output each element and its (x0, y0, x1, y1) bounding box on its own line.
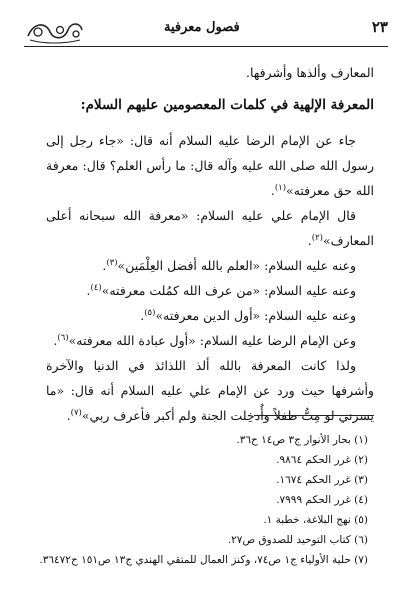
quote-5: وعنه عليه السلام: «أول الدين معرفته» (155, 308, 356, 323)
footnote-ref-1: (١) (274, 182, 287, 193)
decorative-ornament-icon (24, 16, 86, 44)
intro-line: المعارف وألذها وأشرفها. (246, 65, 374, 80)
paragraph-7-line-1: ولذا كانت المعرفة بالله ألذ اللذائذ في الدنيا والآخرة وأشرفها حيث (46, 358, 374, 398)
footnote-7: (٧) حلية الأولياء ج١ ص٧٤، وكنز العمال للمتقي الهندي ج١٣ ص١٥١ ح٣٦٤٧٢. (39, 554, 368, 566)
page-header (24, 16, 388, 47)
footnotes (40, 430, 368, 570)
footnote-1: (١) بحار الأنوار ج٣ ص١٤ ح٣٦. (236, 434, 368, 446)
footnote-3: (٣) غرر الحكم ١٦٧٤. (276, 474, 368, 486)
footnote-5: (٥) نهج البلاغة، خطبة ١. (263, 514, 368, 526)
paragraph-2: قال الإمام علي عليه السلام: «معرفة الله سبحانه أعلى المعارف»$^{(٢)}$. (46, 208, 374, 248)
section-heading: المعرفة الإلهية في كلمات المعصومين عليهم السلام: (80, 97, 374, 113)
paragraph-3: وعنه عليه السلام: «العلم بالله أفضل العِلْمَين»$^{(٣)}$. (102, 257, 356, 273)
quote-2: قال الإمام علي عليه السلام: «معرفة الله سبحانه أعلى المعارف» (46, 208, 374, 248)
footnote-2: (٢) غرر الحكم ٩٨٦٤. (276, 454, 368, 466)
footnote-ref-6: (٦) (57, 332, 69, 343)
paragraph-7: ولذا كانت المعرفة بالله ألذ اللذائذ في الدنيا والآخرة وأشرفها حيث ورد عن الإمام علي عليه السلام أنه قال: «ما يسرني لو مِتُّ طفلاً وأُدخِلت الجنة ولم أكبر فأعرف ربي»$^{(٧)}$. (46, 358, 374, 423)
footnote-ref-3: (٣) (106, 257, 118, 268)
footnote-4: (٤) غرر الحكم ٧٩٩٩. (276, 494, 368, 506)
quote-3: وعنه عليه السلام: «العلم بالله أفضل العِلْمَين» (117, 258, 356, 273)
footnote-ref-4: (٤) (90, 282, 102, 293)
paragraph-5: وعنه عليه السلام: «أول الدين معرفته»$^{(٥)}$. (140, 307, 356, 323)
footnote-ref-2: (٢) (311, 232, 323, 243)
paragraph-1: جاء عن الإمام الرضا عليه السلام أنه قال: «جاء رجل إلى رسول الله صلى الله عليه وآله قال: ما رأس العلم؟ قال: معرفة الله حق معرفته»$^{(١)}$. (46, 133, 374, 198)
quote-4: وعنه عليه السلام: «من عرف الله كمُلت معرفته» (101, 283, 356, 298)
paragraph-7-line-3: ولم أكبر فأعرف ربي» (81, 408, 197, 423)
paragraph-1-line-2: ما رأس العلم؟ قال: معرفة الله حق معرفته» (46, 158, 374, 198)
page-number: ٢٣ (371, 18, 388, 36)
paragraph-4: وعنه عليه السلام: «من عرف الله كمُلت معرفته»$^{(٤)}$. (86, 282, 356, 298)
footnote-ref-7: (٧) (70, 407, 82, 418)
footnote-ref-5: (٥) (144, 307, 156, 318)
main-text (46, 60, 374, 428)
running-title: فصول معرفية (164, 20, 240, 35)
paragraph-1-line-1: جاء عن الإمام الرضا عليه السلام أنه قال: «جاء رجل إلى رسول الله صلى الله عليه وآله قال: (46, 133, 374, 173)
footnote-6: (٦) كتاب التوحيد للصدوق ص٢٧. (227, 534, 368, 546)
quote-6: وعن الإمام الرضا عليه السلام: «أول عبادة الله معرفته» (68, 333, 356, 348)
paragraph-6: وعن الإمام الرضا عليه السلام: «أول عبادة الله معرفته»$^{(٦)}$. (53, 332, 356, 348)
paragraph-7-line-2: ورد عن الإمام علي عليه السلام أنه قال: «ما يسرني لو مِتُّ طفلاً وأُدخِلت الجنة (46, 383, 374, 423)
footnote-separator (254, 415, 374, 416)
